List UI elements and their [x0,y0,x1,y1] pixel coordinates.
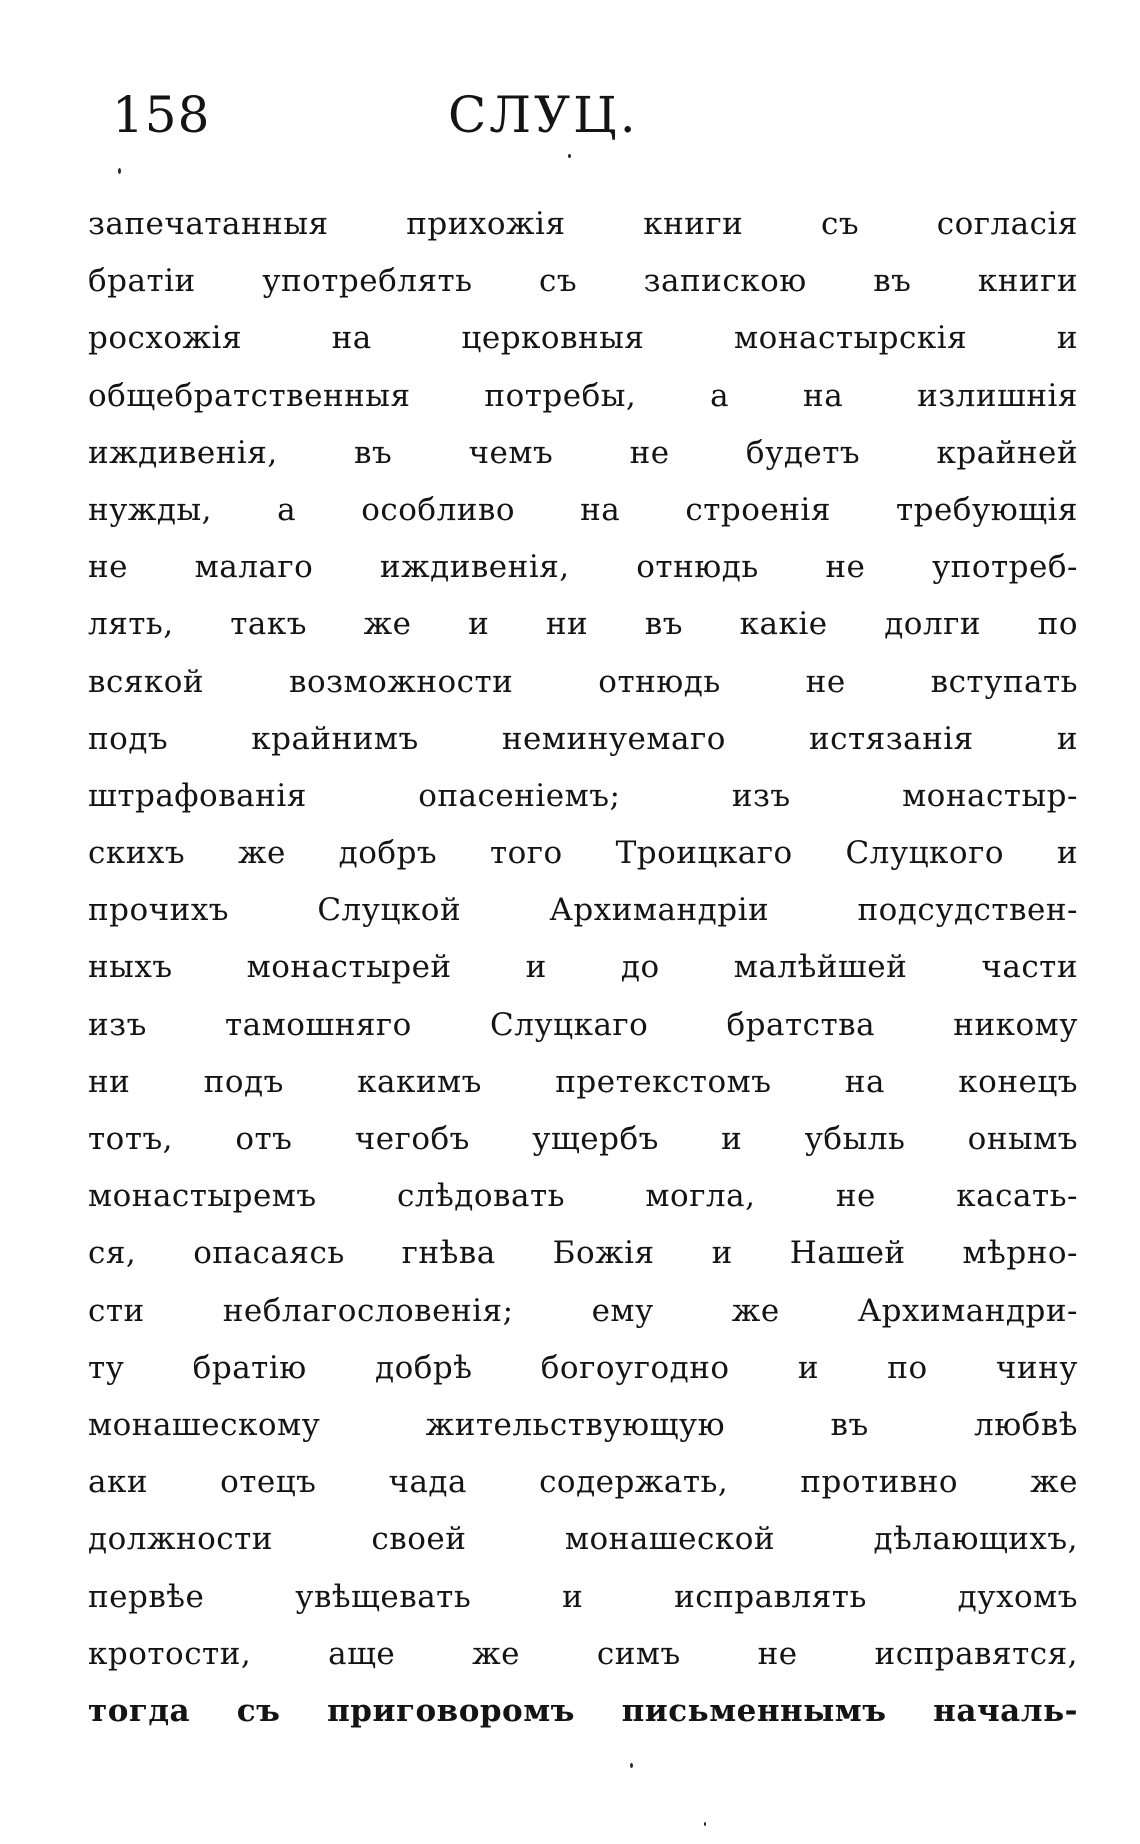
text-line: братіи употреблять съ запискою въ книги [88,263,1078,300]
page-header [112,86,1072,156]
text-line: первѣе увѣщевать и исправлять духомъ [88,1578,1078,1615]
text-line: общебратственныя потребы, а на излишнія [88,377,1078,414]
text-line: должности своей монашеской дѣлающихъ, [88,1521,1078,1558]
text-line: кротости, аще же симъ не исправятся, [88,1635,1078,1672]
ink-speck [118,168,121,174]
ink-speck [630,1763,633,1768]
text-line: ныхъ монастырей и до малѣйшей части [88,949,1078,986]
text-line: запечатанныя прихожія книги съ согласія [88,206,1078,242]
text-line: тотъ, отъ чегобъ ущербъ и убыль онымъ [88,1121,1078,1157]
text-line: штрафованія опасеніемъ; изъ монастыр- [88,777,1078,814]
text-line: нужды, а особливо на строенія требующія [88,491,1078,528]
text-line: ни подъ какимъ претекстомъ на конецъ [88,1063,1078,1100]
text-line: подъ крайнимъ неминуемаго истязанія и [88,720,1078,757]
body-text [88,196,1078,1740]
text-line: скихъ же добръ того Троицкаго Слуцкого и [88,835,1078,872]
text-line: всякой возможности отнюдь не вступать [88,663,1078,700]
text-line: прочихъ Слуцкой Архимандріи подсудствен- [88,892,1078,929]
text-line: изъ тамошняго Слуцкаго братства никому [88,1006,1078,1043]
text-line: лять, такъ же и ни въ какіе долги по [88,606,1078,643]
page-number: 158 [112,86,211,144]
text-line: ту братію добрѣ богоугодно и по чину [88,1349,1078,1386]
text-line: сти неблагословенія; ему же Архимандри- [88,1292,1078,1329]
running-head: СЛУЦ. [448,86,639,144]
ink-speck [568,154,571,158]
text-line: не малаго иждивенія, отнюдь не употреб- [88,549,1078,586]
text-line: тогда съ приговоромъ письменнымъ началь- [88,1692,1078,1729]
text-line: иждивенія, въ чемъ не будетъ крайней [88,434,1078,471]
text-line: росхожія на церковныя монастырскія и [88,320,1078,357]
ink-speck [704,1822,706,1826]
text-line: ся, опасаясь гнѣва Божія и Нашей мѣрно- [88,1235,1078,1272]
text-line: монастыремъ слѣдовать могла, не касать- [88,1178,1078,1215]
text-line: монашескому жительствующую въ любвѣ [88,1406,1078,1443]
text-line: аки отецъ чада содержать, противно же [88,1464,1078,1501]
